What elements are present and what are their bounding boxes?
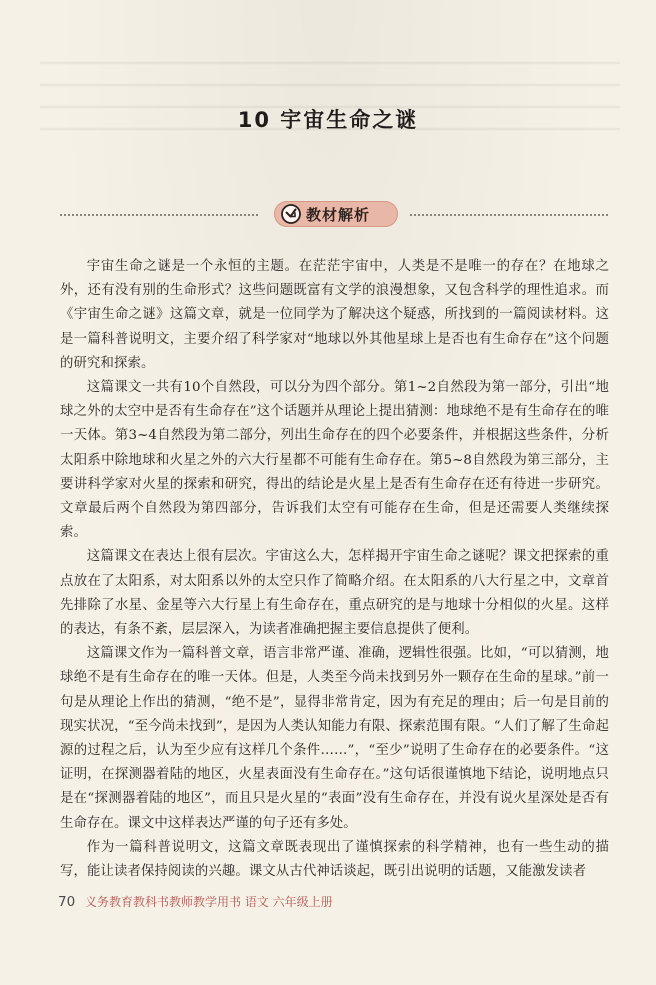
paragraph: 这篇课文一共有10个自然段，可以分为四个部分。第1~2自然段为第一部分，引出“地球之外的太空中是否有生命存在”这个话题并从理论上提出猜测：地球绝不是有生命存在的唯一天体。第3~4自然段为第二部分，列出生命存在的四个必要条件，并根据这些条件，分析太阳系中除地球和火星之外的六大行星都不可能有生命存在。第5~8自然段为第三部分，主要讲科学家对火星的探索和研究，得出的结论是火星上是否有生命存在还有待进一步研究。文章最后两个自然段为第四部分，告诉我们太空有可能存在生命，但是还需要人类继续探索。 <box>60 380 609 541</box>
divider-right <box>410 214 608 216</box>
section-label: 教材解析 <box>306 206 371 224</box>
page-footer <box>58 893 333 910</box>
page-number: 70 <box>58 894 76 910</box>
divider-left <box>60 214 258 216</box>
section-header <box>60 200 608 230</box>
check-circle-icon <box>280 203 302 225</box>
paragraph: 这篇课文作为一篇科普文章，语言非常严谨、准确，逻辑性很强。比如，“可以猜测，地球绝不是有生命存在的唯一天体。但是，人类至今尚未找到另外一颗存在生命的星球。”前一句是从理论上作出的猜测，“绝不是”，显得非常肯定，因为有充足的理由；后一句是目前的现实状况，“至今尚未找到”，是因为人类认知能力有限、探索范围有限。“人们了解了生命起源的过程之后，认为至少应有这样几个条件……”，“至少”说明了生命存在的必要条件。“这证明，在探测器着陆的地区，火星表面没有生命存在。”这句话很谨慎地下结论，说明地点只是在“探测器着陆的地区”，而且只是火星的“表面”没有生命存在，并没有说火星深处是否有生命存在。课文中这样表达严谨的句子还有多处。 <box>60 646 609 831</box>
paragraph: 这篇课文在表达上很有层次。宇宙这么大，怎样揭开宇宙生命之谜呢？课文把探索的重点放在了太阳系，对太阳系以外的太空只作了简略介绍。在太阳系的八大行星之中，文章首先排除了水星、金星等六大行星上有生命存在，重点研究的是与地球十分相似的火星。这样的表达，有条不紊，层层深入，为读者准确把握主要信息提供了便利。 <box>60 549 609 638</box>
article-body <box>60 255 609 884</box>
paragraph: 宇宙生命之谜是一个永恒的主题。在茫茫宇宙中，人类是不是唯一的存在？在地球之外，还有没有别的生命形式？这些问题既富有文学的浪漫想象，又包含科学的理性追求。而《宇宙生命之谜》这篇文章，就是一位同学为了解决这个疑惑，所找到的一篇阅读材料。这是一篇科普说明文，主要介绍了科学家对“地球以外其他星球上是否也有生命存在”这个问题的研究和探索。 <box>60 259 609 371</box>
book-title: 义务教育教科书教师教学用书 语文 六年级上册 <box>85 895 333 909</box>
lesson-title: 10 宇宙生命之谜 <box>237 108 419 132</box>
paragraph: 作为一篇科普说明文，这篇文章既表现出了谨慎探索的科学精神，也有一些生动的描写，能让读者保持阅读的兴趣。课文从古代神话谈起，既引出说明的话题，又能激发读者 <box>60 839 609 880</box>
section-pill <box>274 201 398 227</box>
